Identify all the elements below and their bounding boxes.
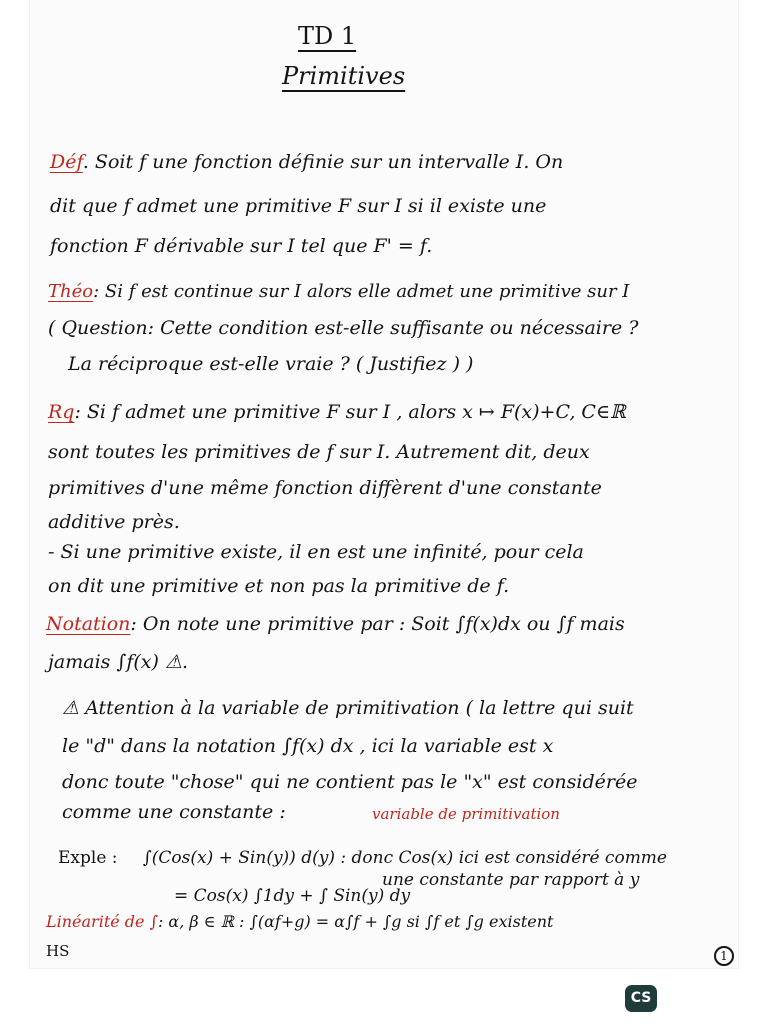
example-text-1: ∫(Cos(x) + Sin(y)) d(y) : donc Cos(x) ici est considéré comme [142, 848, 667, 868]
linearity-text: : α, β ∈ ℝ : ∫(αf+g) = α∫f + ∫g si ∫f et ∫g existent [157, 912, 554, 931]
page-subtitle: Primitives [282, 62, 406, 90]
theorem-line-3: La réciproque est-elle vraie ? ( Justifiez ) ) [68, 353, 474, 375]
notation-line-2: jamais ∫f(x) ⚠. [48, 651, 189, 673]
author-initials: HS [46, 942, 70, 960]
theorem-text-1: : Si f est continue sur I alors elle admet une primitive sur I [93, 281, 630, 302]
theorem-line-1 [48, 280, 629, 304]
remark-line-1 [48, 400, 626, 424]
remark-text-1: : Si f admet une primitive F sur I , alors x ↦ F(x)+C, C∈ℝ [74, 401, 626, 423]
notation-text-1: : On note une primitive par : Soit ∫f(x)dx ou ∫f mais [130, 613, 625, 635]
camscanner-logo: CS [625, 985, 657, 1012]
remark-line-3: primitives d'une même fonction diffèrent d'une constante [48, 477, 602, 499]
definition-line-3: fonction F dérivable sur I tel que F' = f. [50, 235, 433, 257]
warning-line-2: le "d" dans la notation ∫f(x) dx , ici la variable est x [62, 735, 554, 757]
page-title: TD 1 [298, 22, 357, 50]
linearity-line [46, 910, 553, 934]
theorem-line-2: ( Question: Cette condition est-elle suffisante ou nécessaire ? [48, 317, 639, 339]
notation-label: Notation [46, 613, 131, 635]
theorem-label: Théo [48, 281, 94, 302]
definition-line-1 [50, 150, 563, 174]
variable-note: variable de primitivation [372, 805, 560, 823]
definition-line-2: dit que f admet une primitive F sur I si il existe une [50, 195, 547, 217]
example-line-1 [58, 846, 667, 870]
definition-label: Déf [50, 151, 83, 173]
warning-line-3: donc toute "chose" qui ne contient pas le "x" est considérée [62, 771, 638, 793]
remark-label: Rq [48, 401, 75, 423]
definition-text-1: . Soit f une fonction définie sur un intervalle I. On [82, 151, 564, 173]
example-line-2: une constante par rapport à y [382, 870, 640, 890]
notation-line-1 [46, 612, 625, 636]
remark-line-2: sont toutes les primitives de f sur I. Autrement dit, deux [48, 441, 590, 463]
warning-line-1: ⚠ Attention à la variable de primitivation ( la lettre qui suit [62, 697, 634, 719]
linearity-label: Linéarité de ∫ [46, 912, 158, 931]
example-line-3: = Cos(x) ∫1dy + ∫ Sin(y) dy [174, 886, 411, 906]
notes-page [30, 0, 738, 968]
remark-line-5: - Si une primitive existe, il en est une infinité, pour cela [48, 541, 584, 563]
remark-line-4: additive près. [48, 511, 180, 533]
warning-line-4: comme une constante : [62, 801, 286, 823]
remark-line-6: on dit une primitive et non pas la primitive de f. [48, 575, 510, 597]
example-label: Exple : [58, 848, 118, 868]
page-number: 1 [714, 946, 734, 966]
